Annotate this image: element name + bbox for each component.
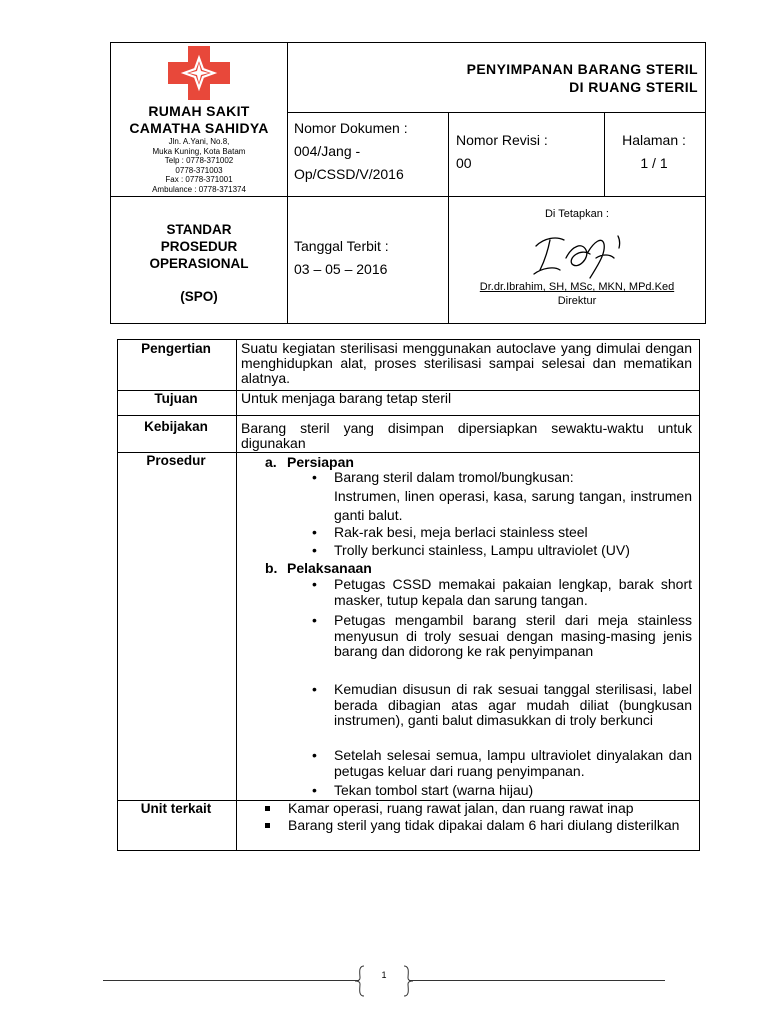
list-item: Trolly berkunci stainless, Lampu ultraviolet (UV) xyxy=(334,542,630,558)
row-label-unit-terkait: Unit terkait xyxy=(140,801,212,816)
signer-name: Dr.dr.Ibrahim, SH, MSc, MKN, MPd.Ked xyxy=(479,281,675,293)
list-item: Setelah selesai semua, lampu ultraviolet dinyalakan dan petugas keluar dari ruang penyimpanan. xyxy=(334,747,692,779)
list-item: Barang steril dalam tromol/bungkusan: xyxy=(334,469,574,485)
list-item: Barang steril yang tidak dipakai dalam 6 hari diulang disterilkan xyxy=(288,817,680,833)
issued-date: Tanggal Terbit : 03 – 05 – 2016 xyxy=(294,238,389,277)
list-item: Tekan tombol start (warna hijau) xyxy=(334,782,534,798)
footer-rule-left xyxy=(103,980,359,981)
list-item: Instrumen, linen operasi, kasa, sarung tangan, instrumen ganti balut. xyxy=(334,488,692,523)
approval-label: Di Tetapkan : xyxy=(544,208,609,220)
section-a-heading: a. Persiapan xyxy=(265,454,354,470)
footer-rule-right xyxy=(409,980,665,981)
row-label-prosedur: Prosedur xyxy=(146,453,206,468)
page-number: 1 xyxy=(381,970,387,980)
bullet-icon: • xyxy=(312,469,317,485)
bullet-icon: • xyxy=(312,612,317,628)
bullet-icon: • xyxy=(312,576,317,592)
bullet-icon: • xyxy=(312,747,317,763)
bullet-icon: • xyxy=(312,681,317,697)
row-label-tujuan: Tujuan xyxy=(154,391,198,406)
director-signature-icon xyxy=(530,228,626,284)
square-bullet-icon xyxy=(265,806,270,811)
hospital-name: RUMAH SAKIT CAMATHA SAHIDYA xyxy=(129,103,269,136)
row-label-pengertian: Pengertian xyxy=(141,341,211,356)
hospital-logo-icon xyxy=(168,46,230,100)
list-item: Petugas CSSD memakai pakaian lengkap, barak short masker, tutup kepala dan sarung tangan. xyxy=(334,576,692,608)
square-bullet-icon xyxy=(265,823,270,828)
signer-title: Direktur xyxy=(557,295,597,307)
doc-number: Nomor Dokumen : 004/Jang - Op/CSSD/V/2016 xyxy=(294,120,408,182)
page-info: Halaman : 1 / 1 xyxy=(622,132,686,171)
revision-number: Nomor Revisi : 00 xyxy=(456,132,548,171)
section-b-heading: b. Pelaksanaan xyxy=(265,560,372,576)
pengertian-text: Suatu kegiatan sterilisasi menggunakan autoclave yang dimulai dengan menghidupkan alat, proses sterilisasi sampai selesai dan mematikan alatnya. xyxy=(241,340,692,386)
spo-label: STANDAR PROSEDUR OPERASIONAL (SPO) xyxy=(149,222,249,304)
kebijakan-text: Barang steril yang disimpan dipersiapkan sewaktu-waktu untuk digunakan xyxy=(241,420,692,451)
bullet-icon: • xyxy=(312,524,317,540)
list-item: Petugas mengambil barang steril dari meja stainless menyusun di troly sesuai dengan masing-masing jenis barang dan didorong ke rak penyimpanan xyxy=(334,612,692,659)
list-item: Kemudian disusun di rak sesuai tanggal sterilisasi, label berada dibagian atas agar mudah diliat (bungkusan instrumen), ganti balut dimasukkan di troly berkunci xyxy=(334,681,692,728)
tujuan-text: Untuk menjaga barang tetap steril xyxy=(241,390,452,406)
signer-block xyxy=(449,280,705,308)
row-label-kebijakan: Kebijakan xyxy=(144,419,208,434)
hospital-address: Jln. A.Yani, No.8, Muka Kuning, Kota Batam Telp : 0778-371002 0778-371003 Fax : 0778-371001 Ambulance : 0778-371374 xyxy=(152,137,246,194)
list-item: Kamar operasi, ruang rawat jalan, dan ruang rawat inap xyxy=(288,800,634,816)
bullet-icon: • xyxy=(312,542,317,558)
list-item: Rak-rak besi, meja berlaci stainless steel xyxy=(334,524,588,540)
document-title: PENYIMPANAN BARANG STERIL DI RUANG STERIL xyxy=(466,61,698,95)
bullet-icon: • xyxy=(312,782,317,798)
